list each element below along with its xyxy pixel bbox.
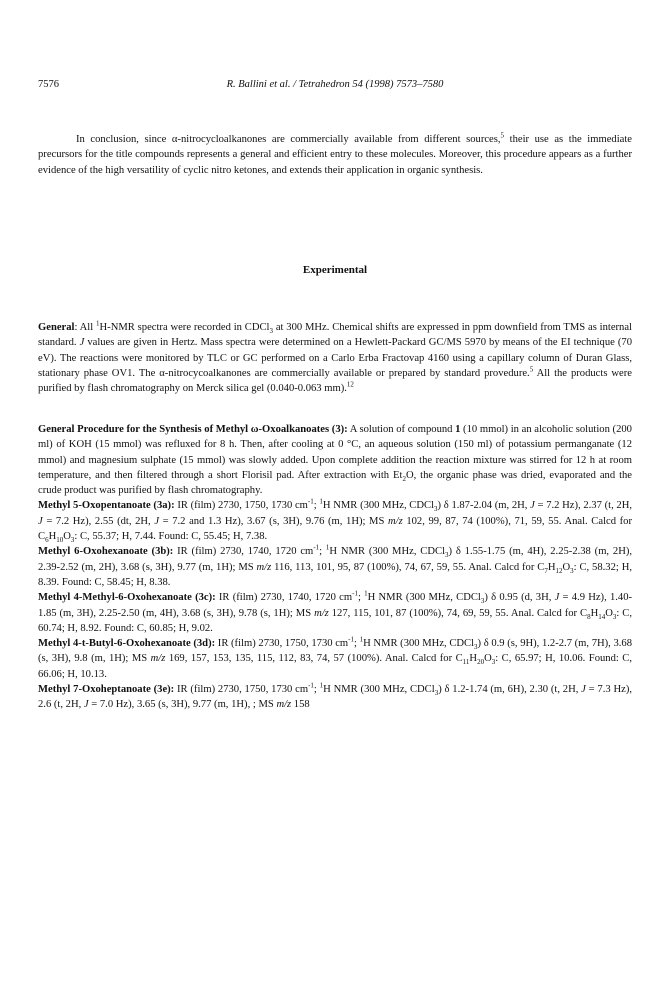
ir-text: IR (film) 2730, 1750, 1730 cm	[174, 684, 309, 696]
formula-text: H	[48, 531, 57, 543]
compound-name: Methyl 4-Methyl-6-Oxohexanoate (3c):	[38, 592, 216, 604]
compound-name: Methyl 4-t-Butyl-6-Oxohexanoate (3d):	[38, 638, 216, 650]
subscript: 11	[462, 658, 470, 667]
analysis-text: : C, 58.32; H, 8.39. Found: C, 58.45; H, 8.38.	[38, 561, 632, 588]
conclusion-text-1: In conclusion, since α-nitrocycloalkanones are commercially available from different sources,	[76, 134, 501, 145]
general-text-5: All the products were purified by flash chromatography on Merck silica gel (0.040-0.063 mm).	[38, 367, 632, 395]
formula-text: O	[484, 653, 492, 665]
mz-symbol: m/z	[388, 515, 403, 527]
nmr-text: = 7.3 Hz), 2.6 (t, 2H,	[38, 684, 632, 711]
separator: ;	[313, 500, 320, 512]
separator: ;	[319, 546, 326, 558]
subscript: 3	[445, 551, 449, 560]
subscript: 3	[480, 597, 485, 606]
superscript: 1	[96, 319, 100, 328]
mz-symbol: m/z	[276, 699, 292, 711]
compound-name: Methyl 5-Oxopentanoate (3a):	[38, 500, 175, 512]
subscript: 3	[70, 536, 75, 545]
superscript: 1	[359, 635, 364, 644]
subscript: 7	[544, 566, 548, 575]
nmr-text: H NMR (300 MHz, CDCl	[329, 546, 446, 558]
subscript: 3	[269, 327, 273, 336]
subscript: 12	[555, 566, 563, 575]
subscript: 3	[474, 643, 478, 652]
superscript: 1	[319, 681, 324, 690]
nmr-text: = 4.9 Hz), 1.40-1.85 (m, 3H), 2.25-2.50 (m, 4H), 3.68 (s, 3H), 9.78 (s, 1H); MS	[38, 592, 633, 619]
subscript: 3	[612, 612, 617, 621]
procedure-paragraph	[38, 422, 632, 498]
j-symbol: J	[554, 592, 560, 604]
nmr-text: = 7.2 Hz), 2.55 (dt, 2H,	[42, 515, 155, 527]
nmr-text: ) δ 0.9 (s, 9H), 1.2-2.7 (m, 7H), 3.68 (s, 3H), 9.8 (m, 1H); MS	[38, 638, 633, 665]
nmr-text: H NMR (300 MHz, CDCl	[367, 592, 481, 604]
nmr-text: = 7.2 Hz), 2.37 (t, 2H,	[534, 500, 633, 512]
nmr-text: ) δ 0.95 (d, 3H,	[484, 592, 555, 604]
j-symbol: J	[38, 515, 43, 527]
nmr-text: H NMR (300 MHz, CDCl	[363, 638, 475, 650]
general-text-3: at 300 MHz. Chemical shifts are expressed in ppm downfield from TMS as internal standard.	[38, 322, 632, 349]
analysis-text: : C, 60.74; H, 8.92. Found: C, 60.85; H, 9.02.	[38, 607, 632, 634]
compound-number: 1	[455, 424, 461, 435]
separator: ;	[354, 638, 360, 650]
citation-5: 5	[529, 365, 534, 374]
subscript: 3	[570, 566, 574, 575]
formula-text: H	[590, 607, 599, 619]
analysis-text: : C, 65.97; H, 10.06. Found: C, 66.06; H, 10.13.	[38, 653, 633, 680]
superscript: -1	[307, 497, 314, 506]
formula-text: O	[562, 561, 571, 573]
page-header	[38, 79, 632, 95]
j-symbol: J	[79, 337, 85, 349]
mz-symbol: m/z	[150, 653, 166, 665]
procedure-text-1: A solution of compound	[347, 424, 456, 435]
subscript: 14	[598, 612, 606, 621]
formula-text: H	[469, 653, 478, 665]
compound-name: Methyl 7-Oxoheptanoate (3e):	[38, 684, 175, 696]
j-symbol: J	[83, 699, 89, 711]
superscript: -1	[352, 589, 358, 598]
compound-entry-3c	[38, 590, 632, 636]
nmr-text: ) δ 1.2-1.74 (m, 6H), 2.30 (t, 2H,	[438, 684, 582, 696]
subscript: 2	[402, 475, 406, 483]
subscript: 10	[56, 536, 64, 545]
ms-text: 158	[291, 699, 310, 711]
formula-text: O	[63, 531, 71, 543]
ir-text: IR (film) 2730, 1750, 1730 cm	[174, 500, 308, 512]
separator: ;	[313, 684, 320, 696]
formula-text: H	[547, 561, 556, 573]
superscript: -1	[348, 635, 354, 644]
procedure-text-3: O, the organic phase was dried, evaporated and the crude product was purified by flash chromatography.	[38, 469, 633, 497]
nmr-text: = 7.2 and 1.3 Hz), 3.67 (s, 3H), 9.76 (m, 1H); MS	[159, 515, 388, 527]
j-symbol: J	[154, 515, 160, 527]
ms-text: 116, 113, 101, 95, 87 (100%), 74, 67, 59, 55. Anal. Calcd for C	[271, 561, 545, 573]
conclusion-text-2: their use as the immediate precursors for the title compounds represents a general and efficient entry to these molecules. Moreover, this procedure appears as a further evidence of the high versatility of cyclic nitro ketones, and extends their application in organic synthesis.	[38, 134, 632, 176]
subscript: 3	[434, 689, 439, 698]
subscript: 3	[434, 505, 438, 514]
experimental-heading: Experimental	[302, 264, 368, 276]
general-text-2: H-NMR spectra were recorded in CDCl	[99, 322, 270, 333]
general-paragraph	[38, 320, 632, 396]
superscript: 1	[319, 497, 323, 506]
citation-12: 12	[346, 380, 354, 389]
compound-name: Methyl 6-Oxohexanoate (3b):	[38, 546, 174, 558]
nmr-text: = 7.0 Hz), 3.65 (s, 3H), 9.77 (m, 1H), ; MS	[88, 699, 277, 711]
nmr-text: H NMR (300 MHz, CDCl	[322, 500, 435, 512]
conclusion-paragraph	[38, 132, 632, 178]
compound-entry-3d	[38, 636, 632, 682]
superscript: -1	[308, 681, 314, 690]
subscript: 3	[491, 658, 496, 667]
procedure-text-2: (10 mmol) in an alcoholic solution (200 ml) of KOH (15 mmol) was refluxed for 8 h. Then, after cooling at 0 °C, an aqueous solution (150 ml) of potassium permanganate (12 mmol) and magnesium sulphate (15 mmol) was slowly added. Upon complete addition the reaction mixture was stirred for 12 h at room temperature, and then filtered through a short Florisil pad. After extraction with Et	[38, 424, 632, 481]
analysis-text: : C, 55.37; H, 7.44. Found: C, 55.45; H, 7.38.	[74, 531, 268, 543]
j-symbol: J	[581, 684, 586, 696]
ms-text: 169, 157, 153, 135, 115, 112, 83, 74, 57 (100%). Anal. Calcd for C	[165, 653, 463, 665]
general-text-1: : All	[74, 322, 97, 333]
formula-text: O	[605, 607, 613, 619]
ms-text: 127, 115, 101, 87 (100%), 74, 69, 59, 55. Anal. Calcd for C	[328, 607, 588, 619]
superscript: 1	[364, 589, 368, 598]
mz-symbol: m/z	[256, 561, 272, 573]
ir-text: IR (film) 2730, 1750, 1730 cm	[215, 638, 349, 650]
compound-entry-3a	[38, 498, 632, 544]
general-text-4: values are given in Hertz. Mass spectra were determined on a Hewlett-Packard GC/MS 5970 by means of the EI technique (70 eV). The reactions were monitored by TLC or GC performed on a Carlo Erba Fractovap 4160 using a capillary column of Duran Glass, stationary phase OV1. The α-nitrocycoalkanones are commercially available or prepared by standard provedure.	[38, 337, 632, 379]
ms-text: 102, 99, 87, 74 (100%), 71, 59, 55. Anal. Calcd for C	[38, 515, 632, 543]
compound-entry-3b	[38, 544, 632, 590]
superscript: 1	[325, 543, 330, 552]
running-head: R. Ballini et al. / Tetrahedron 54 (1998) 7573–7580	[226, 79, 444, 90]
nmr-text: ) δ 1.55-1.75 (m, 4H), 2.25-2.38 (m, 2H), 2.39-2.52 (m, 2H), 3.68 (s, 3H), 9.77 (m, 1H); MS	[38, 546, 633, 573]
subscript: 6	[45, 536, 49, 545]
subscript: 20	[477, 658, 485, 667]
subscript: 8	[587, 612, 591, 621]
procedure-and-entries	[38, 422, 632, 713]
procedure-label: General Procedure for the Synthesis of Methyl ω-Oxoalkanoates (3):	[38, 424, 348, 435]
general-label: General	[38, 322, 75, 333]
mz-symbol: m/z	[314, 607, 329, 619]
ir-text: IR (film) 2730, 1740, 1720 cm	[215, 592, 353, 604]
ir-text: IR (film) 2730, 1740, 1720 cm	[173, 546, 314, 558]
j-symbol: J	[530, 500, 535, 512]
separator: ;	[357, 592, 365, 604]
nmr-text: H NMR (300 MHz, CDCl	[323, 684, 435, 696]
page-number: 7576	[38, 79, 59, 90]
citation-5: 5	[500, 131, 505, 140]
nmr-text: ) δ 1.87-2.04 (m, 2H,	[437, 500, 531, 512]
compound-entry-3e	[38, 682, 632, 713]
superscript: -1	[313, 543, 320, 552]
